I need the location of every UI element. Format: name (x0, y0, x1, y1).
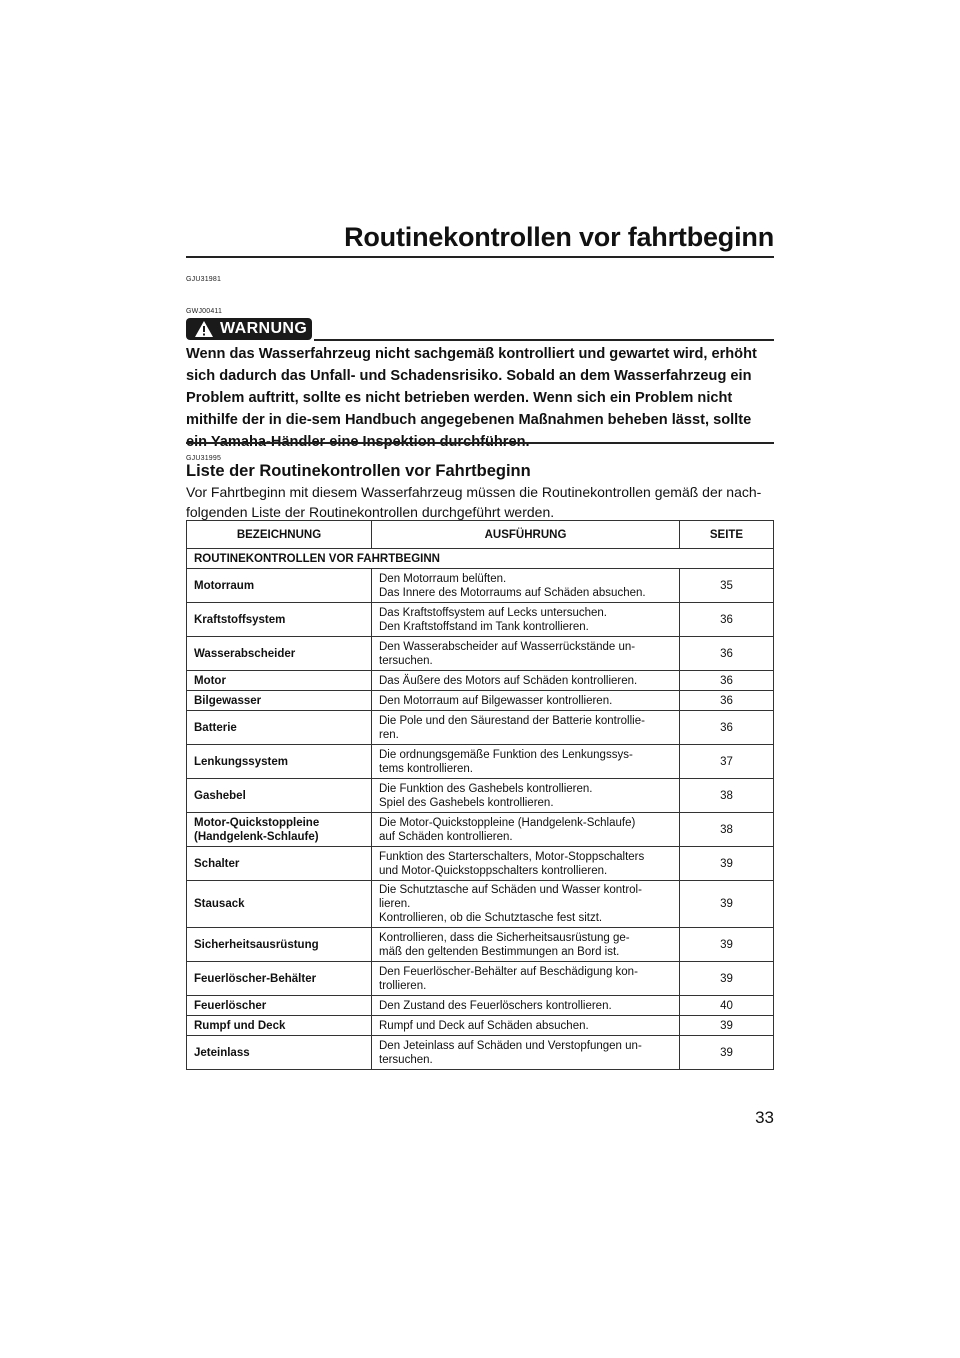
cell-page: 36 (680, 637, 774, 671)
cell-name-line: Bilgewasser (194, 694, 262, 707)
cell-action (372, 813, 680, 847)
cell-page: 36 (680, 711, 774, 745)
cell-name-line: Sicherheitsausrüstung (194, 938, 319, 951)
cell-action-line: Rumpf und Deck auf Schäden absuchen. (379, 1019, 589, 1032)
cell-name-line: Kraftstoffsystem (194, 613, 286, 626)
cell-name-line: Motor (194, 674, 226, 687)
table-row (187, 671, 774, 691)
warning-reference-code: GWJ00411 (186, 308, 223, 315)
section-title: Liste der Routinekontrollen vor Fahrtbeginn (186, 462, 531, 480)
cell-name (187, 779, 372, 813)
table-header-row (187, 521, 774, 549)
table-row (187, 996, 774, 1016)
cell-action-line: Den Motorraum auf Bilgewasser kontrollieren. (379, 694, 613, 707)
cell-action (372, 637, 680, 671)
cell-action-line: und Motor-Quickstoppschalters kontrollieren. (379, 864, 608, 877)
cell-action-line: Den Feuerlöscher-Behälter auf Beschädigung kon- (379, 965, 638, 978)
cell-action (372, 1036, 680, 1070)
cell-name-line: Feuerlöscher (194, 999, 267, 1012)
cell-action-line: Spiel des Gashebels kontrollieren. (379, 796, 554, 809)
warning-bottom-rule (186, 442, 774, 444)
reference-code: GJU31981 (186, 276, 222, 283)
cell-name (187, 603, 372, 637)
cell-action-line: Die Funktion des Gashebels kontrollieren. (379, 782, 593, 795)
cell-action-line: Die Pole und den Säurestand der Batterie kontrollie- (379, 714, 645, 727)
cell-name (187, 569, 372, 603)
cell-action-line: Kontrollieren, ob die Schutztasche fest sitzt. (379, 912, 603, 924)
warning-header (186, 318, 774, 342)
section-reference-code: GJU31995 (186, 455, 222, 462)
page-number: 33 (755, 1108, 774, 1127)
cell-name (187, 962, 372, 996)
table-row (187, 928, 774, 962)
cell-action-line: Das Innere des Motorraums auf Schäden absuchen. (379, 586, 646, 599)
cell-name-line: Rumpf und Deck (194, 1019, 286, 1032)
cell-action-line: tems kontrollieren. (379, 762, 473, 775)
cell-action (372, 928, 680, 962)
table-row (187, 847, 774, 881)
cell-name-line: Schalter (194, 857, 240, 870)
cell-action-line: Den Motorraum belüften. (379, 572, 507, 585)
cell-action-line: Die ordnungsgemäße Funktion des Lenkungssys- (379, 748, 633, 761)
cell-name (187, 637, 372, 671)
cell-page: 39 (680, 1016, 774, 1036)
cell-action-line: Den Wasserabscheider auf Wasserrückstände un- (379, 640, 636, 653)
column-header-page: SEITE (680, 521, 774, 549)
cell-page: 36 (680, 671, 774, 691)
cell-name-line: Batterie (194, 721, 237, 734)
warning-rule (314, 339, 774, 341)
cell-name (187, 691, 372, 711)
section-intro: Vor Fahrtbeginn mit diesem Wasserfahrzeug müssen die Routinekontrollen gemäß der nach-folgenden Liste der Routinekontrollen durchgeführt werden. (186, 484, 762, 520)
cell-page: 36 (680, 603, 774, 637)
cell-action-line: auf Schäden kontrollieren. (379, 830, 513, 843)
table-row (187, 745, 774, 779)
cell-name (187, 928, 372, 962)
cell-action (372, 671, 680, 691)
cell-name (187, 1036, 372, 1070)
table-row (187, 637, 774, 671)
cell-action (372, 569, 680, 603)
cell-action-line: Kontrollieren, dass die Sicherheitsausrüstung ge- (379, 931, 630, 944)
warning-badge (186, 318, 312, 340)
warning-text: Wenn das Wasserfahrzeug nicht sachgemäß kontrolliert und gewartet wird, erhöht sich dadurch das Unfall- und Schadensrisiko. Sobald an dem Wasserfahrzeug ein Problem auftritt, sollte es nicht betrieben werden. Wenn sich ein Problem nicht mithilfe der in die-sem Handbuch angegebenen Maßnahmen beheben lässt, sollte ein Yamaha-Händler eine Inspektion durchführen. (186, 346, 757, 450)
cell-action-line: tersuchen. (379, 654, 433, 667)
table-row (187, 1016, 774, 1036)
cell-action (372, 691, 680, 711)
cell-action-line: ren. (379, 728, 399, 741)
cell-name-line: Motor-Quickstoppleine (194, 816, 320, 829)
table-row (187, 813, 774, 847)
cell-action-line: mäß den geltenden Bestimmungen an Bord ist. (379, 945, 620, 958)
table-row (187, 569, 774, 603)
cell-name-line: Jeteinlass (194, 1046, 250, 1059)
cell-action (372, 881, 680, 928)
table-row (187, 691, 774, 711)
cell-name-line: Lenkungssystem (194, 755, 288, 768)
cell-page: 36 (680, 691, 774, 711)
cell-page: 39 (680, 962, 774, 996)
cell-action-line: Das Äußere des Motors auf Schäden kontrollieren. (379, 674, 638, 687)
table-row (187, 962, 774, 996)
cell-name (187, 881, 372, 928)
cell-action-line: Das Kraftstoffsystem auf Lecks untersuchen. (379, 606, 607, 619)
cell-page: 38 (680, 813, 774, 847)
cell-action (372, 962, 680, 996)
warning-label: WARNUNG (220, 320, 308, 337)
cell-action (372, 603, 680, 637)
cell-page: 39 (680, 1036, 774, 1070)
column-header-action: AUSFÜHRUNG (372, 521, 680, 549)
cell-name-line: Wasserabscheider (194, 647, 296, 660)
cell-action-line: Den Jeteinlass auf Schäden und Verstopfungen un- (379, 1039, 642, 1052)
table-row (187, 1036, 774, 1070)
cell-action (372, 996, 680, 1016)
title-rule (186, 256, 774, 258)
cell-action-line: Den Kraftstoffstand im Tank kontrollieren. (379, 620, 589, 633)
cell-action (372, 847, 680, 881)
cell-action (372, 745, 680, 779)
cell-page: 39 (680, 847, 774, 881)
cell-page: 35 (680, 569, 774, 603)
cell-name (187, 813, 372, 847)
cell-action-line: Den Zustand des Feuerlöschers kontrollieren. (379, 999, 612, 1012)
cell-action (372, 779, 680, 813)
cell-action (372, 711, 680, 745)
cell-name (187, 847, 372, 881)
cell-action-line: trollieren. (379, 979, 427, 992)
cell-action-line: Funktion des Starterschalters, Motor-Stoppschalters (379, 850, 645, 863)
warning-triangle-icon (194, 320, 214, 338)
cell-page: 39 (680, 881, 774, 928)
page-title: Routinekontrollen vor fahrtbeginn (344, 222, 774, 252)
cell-action (372, 1016, 680, 1036)
cell-name-line: Feuerlöscher-Behälter (194, 972, 317, 985)
table-row (187, 711, 774, 745)
table-group-row (187, 549, 774, 569)
cell-action-line: tersuchen. (379, 1053, 433, 1066)
cell-name-line: Motorraum (194, 579, 255, 592)
cell-action-line: Die Schutztasche auf Schäden und Wasser kontrol- (379, 884, 642, 896)
cell-name (187, 745, 372, 779)
cell-action-line: Die Motor-Quickstoppleine (Handgelenk-Schlaufe) (379, 816, 636, 829)
cell-name (187, 671, 372, 691)
cell-name-line: (Handgelenk-Schlaufe) (194, 830, 319, 843)
table-row (187, 881, 774, 928)
cell-page: 38 (680, 779, 774, 813)
group-label: ROUTINEKONTROLLEN VOR FAHRTBEGINN (187, 549, 774, 569)
table-row (187, 603, 774, 637)
cell-name-line: Gashebel (194, 789, 246, 802)
cell-name (187, 1016, 372, 1036)
cell-page: 40 (680, 996, 774, 1016)
cell-name (187, 996, 372, 1016)
cell-page: 39 (680, 928, 774, 962)
routine-checks-table (186, 520, 774, 1070)
column-header-name: BEZEICHNUNG (187, 521, 372, 549)
table-row (187, 779, 774, 813)
cell-action-line: lieren. (379, 898, 411, 910)
cell-name (187, 711, 372, 745)
cell-page: 37 (680, 745, 774, 779)
cell-name-line: Stausack (194, 898, 245, 910)
